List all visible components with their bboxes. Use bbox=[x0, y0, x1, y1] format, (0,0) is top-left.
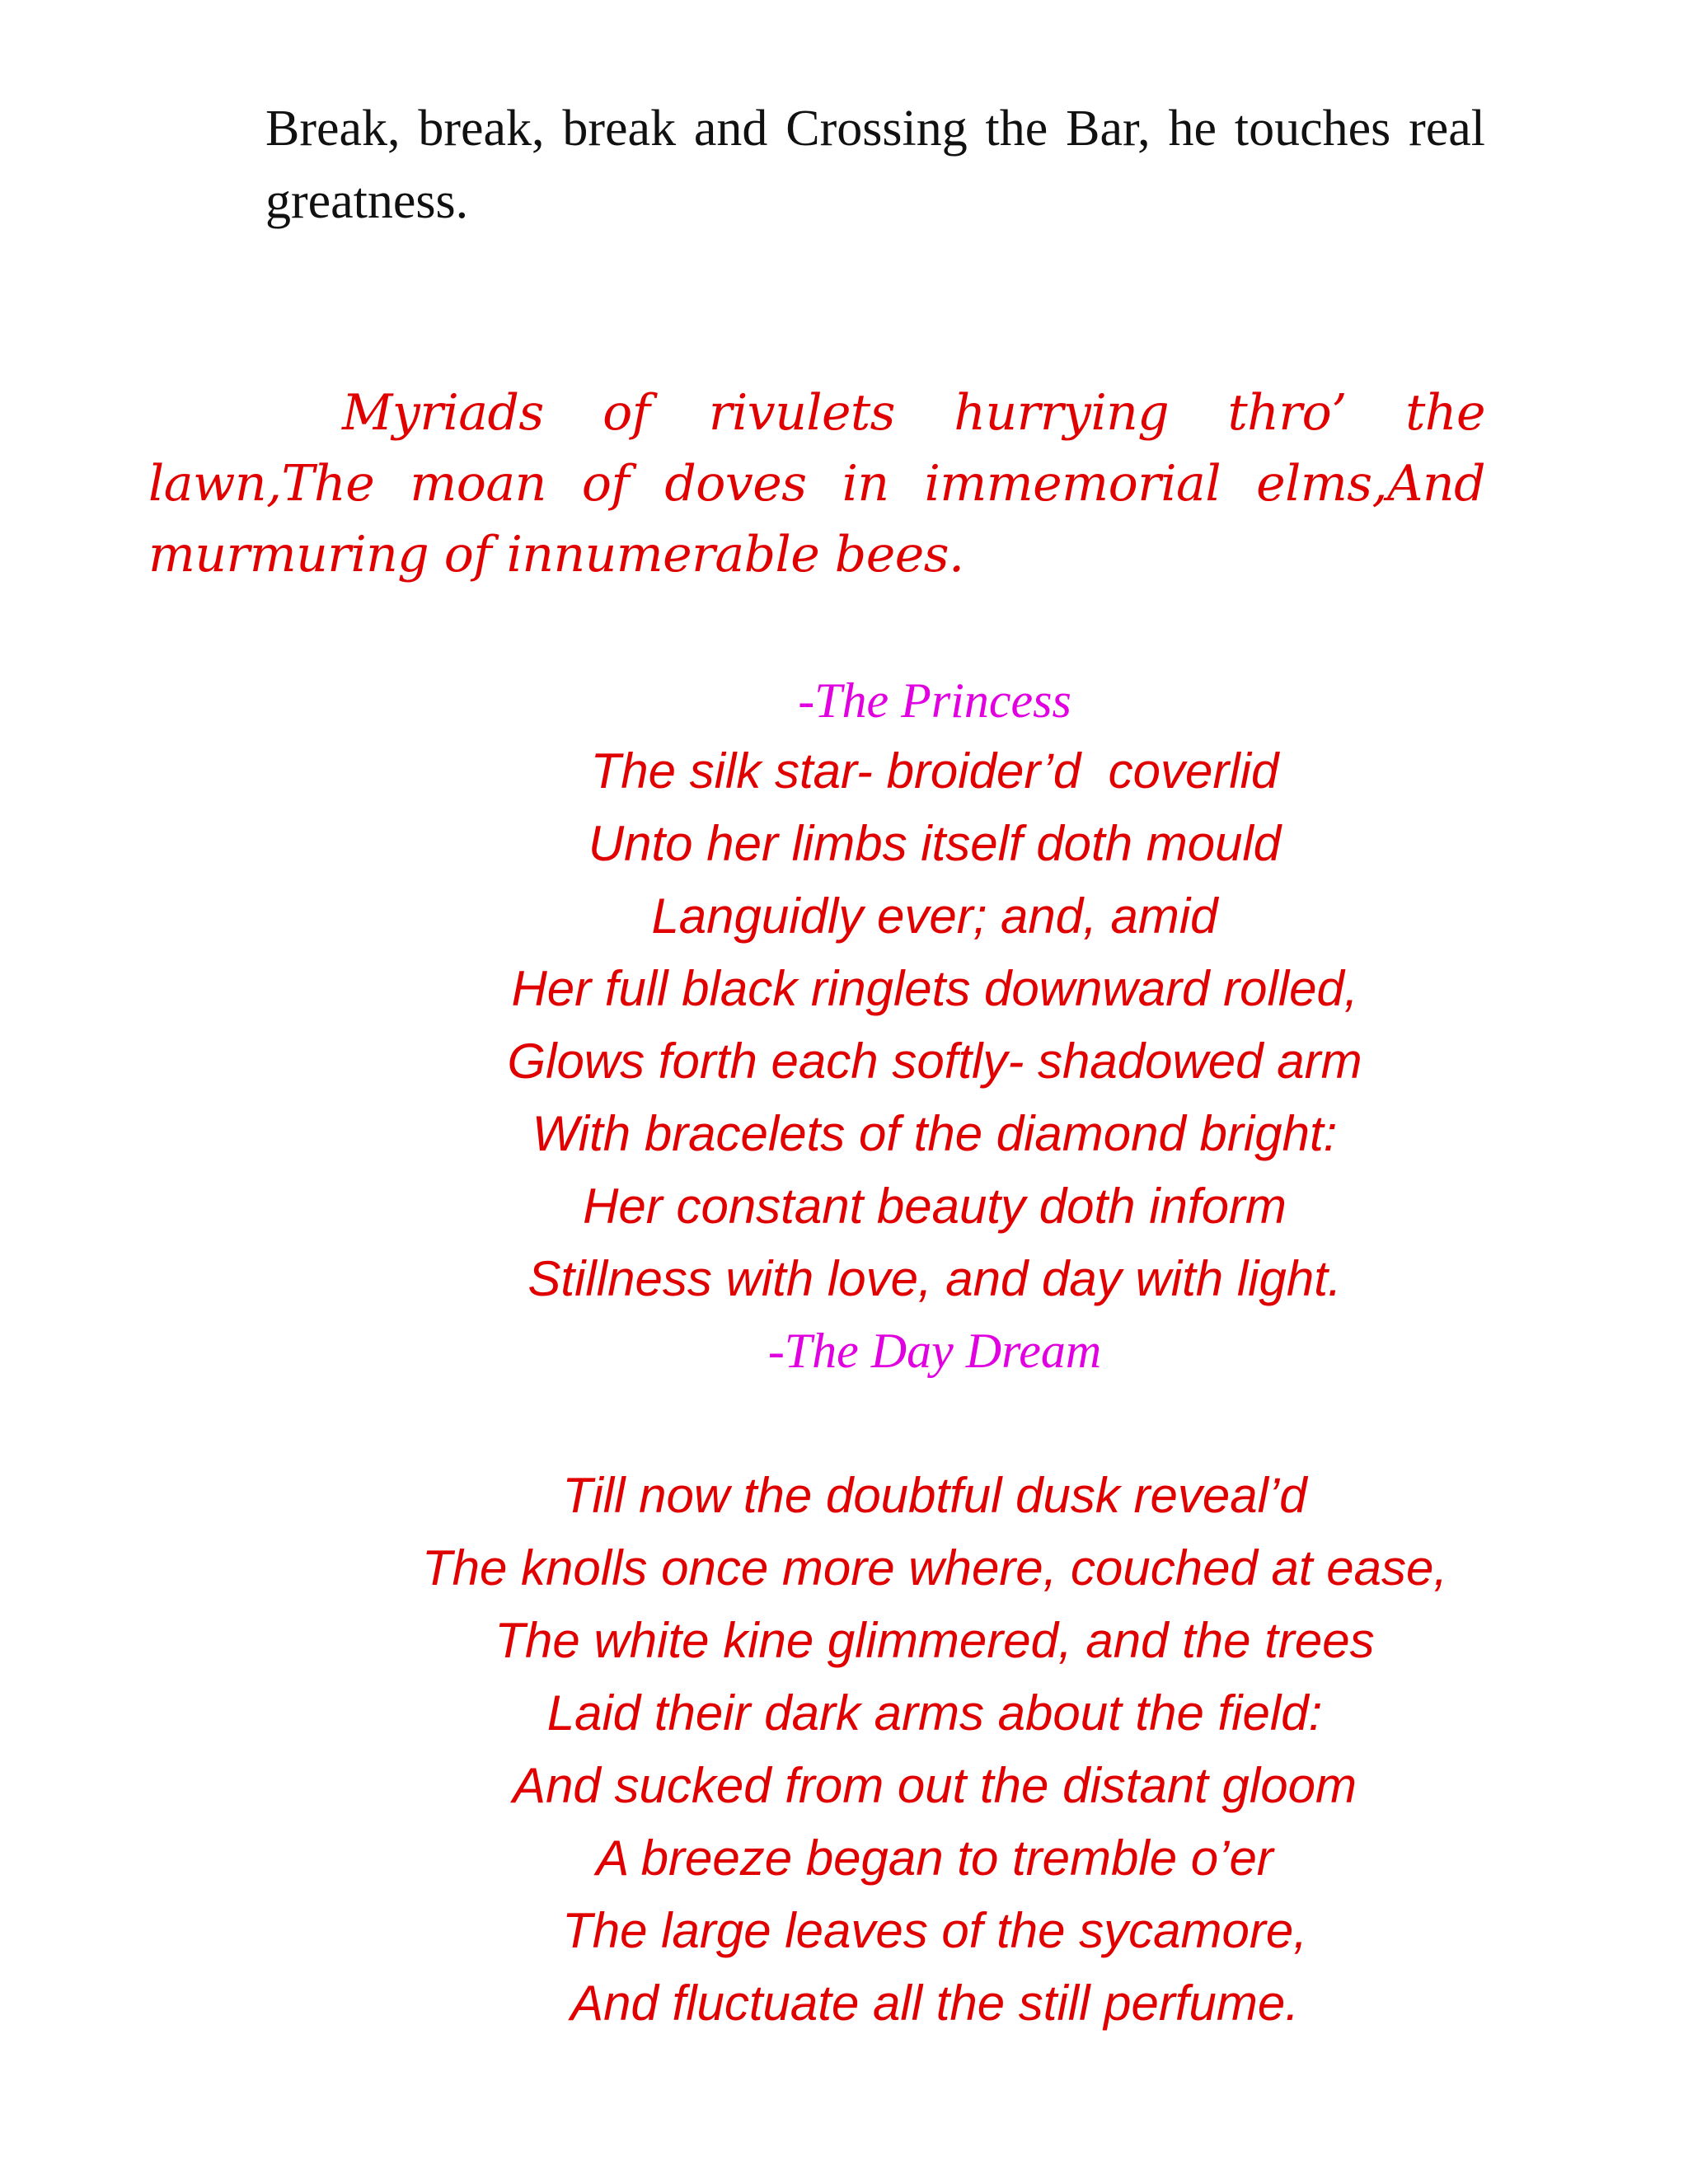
stanza-line: And fluctuate all the still perfume. bbox=[570, 1975, 1299, 2031]
stanza-line: Stillness with love, and day with light. bbox=[528, 1251, 1342, 1306]
stanza-second bbox=[91, 1460, 1688, 2040]
stanza-line: With bracelets of the diamond bright: bbox=[532, 1106, 1338, 1161]
attribution-the-day-dream: -The Day Dream bbox=[767, 1324, 1102, 1378]
stanza-the-day-dream bbox=[91, 735, 1688, 1315]
prose-quotation: Myriads of rivulets hurrying thro’ the lawn,The moan of doves in immemorial elms,And murmuring of innumerable bees. bbox=[148, 384, 1485, 583]
stanza-line: The knolls once more where, couched at ease, bbox=[421, 1540, 1448, 1596]
stanza-line: The white kine glimmered, and the trees bbox=[495, 1613, 1375, 1668]
stanza-line: Her full black ringlets downward rolled, bbox=[511, 961, 1358, 1016]
stanza-line: The silk star- broider’d coverlid bbox=[590, 743, 1279, 799]
intro-paragraph: Break, break, break and Crossing the Bar, he touches real greatness. bbox=[265, 101, 1485, 229]
stanza-line: The large leaves of the sycamore, bbox=[562, 1903, 1307, 1958]
stanza-line: Languidly ever; and, amid bbox=[651, 888, 1218, 944]
stanza-line: Till now the doubtful dusk reveal’d bbox=[562, 1468, 1307, 1523]
stanza-line: Laid their dark arms about the field: bbox=[546, 1685, 1323, 1741]
stanza-line: Unto her limbs itself doth mould bbox=[588, 816, 1282, 871]
stanza-line: Her constant beauty doth inform bbox=[583, 1179, 1287, 1234]
attribution-the-princess: -The Princess bbox=[798, 673, 1071, 728]
stanza-line: Glows forth each softly- shadowed arm bbox=[507, 1033, 1362, 1089]
stanza-line: A breeze began to tremble o’er bbox=[596, 1830, 1273, 1886]
stanza-line: And sucked from out the distant gloom bbox=[513, 1758, 1357, 1813]
